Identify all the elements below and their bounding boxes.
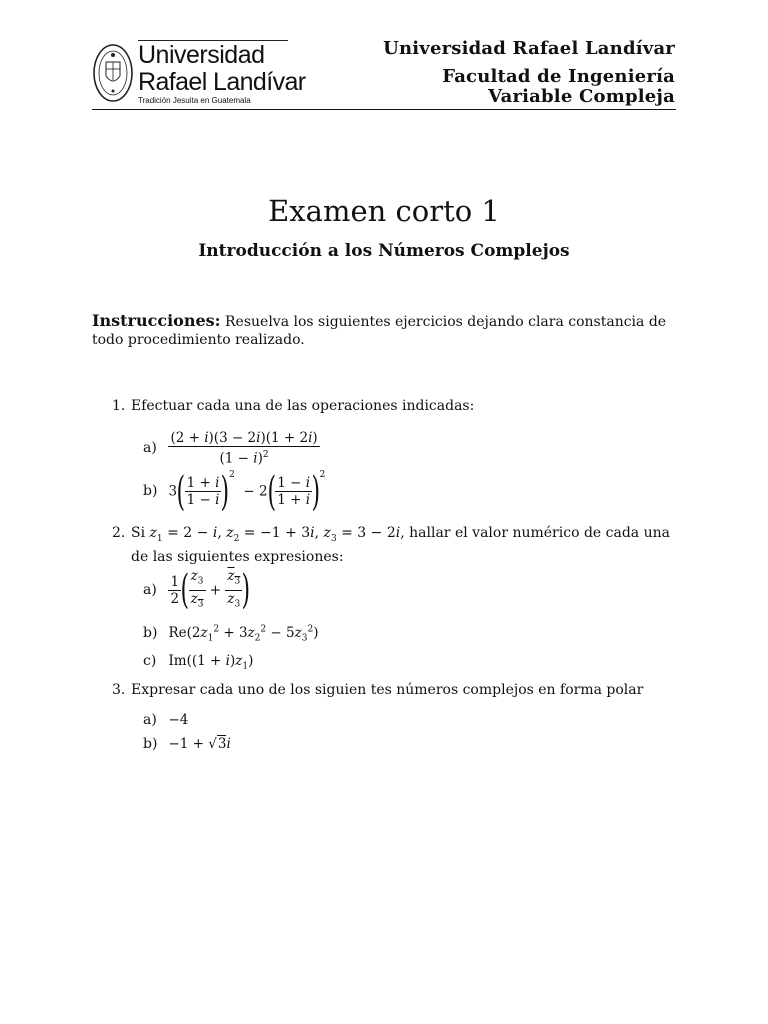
part-label: b) [143, 483, 158, 499]
problem-1b [143, 466, 326, 515]
instructions-label: Instrucciones: [92, 311, 221, 330]
header-rule [92, 109, 676, 110]
header-university: Universidad Rafael Landívar [383, 38, 675, 59]
problem-number: 1. [112, 398, 126, 414]
instructions-text: Resuelva los siguientes ejercicios dejando clara constancia de todo procedimiento realizado. [92, 314, 667, 348]
logo-name-line1: Universidad [138, 41, 265, 69]
instructions [92, 312, 676, 349]
expression-2b: $Re(2z_1^2 + 3z_2^2 - 5z_3^2)$ [168, 624, 319, 644]
problem-text: Si $z_1 = 2 - i$, $z_2 = -1 + 3i$, $z_3 = 3 - 2i$, hallar el valor numérico de cada una de las siguientes expresiones: [131, 525, 670, 565]
expression-3b: −1 + √3i [168, 736, 231, 752]
university-seal-icon [92, 42, 134, 104]
problem-1a [143, 430, 320, 467]
university-logo [92, 40, 306, 106]
problem-number: 2. [112, 525, 126, 541]
problem-2c [143, 652, 253, 676]
problem-text: Efectuar cada una de las operaciones indicadas: [131, 398, 475, 414]
logo-tagline: Tradición Jesuita en Guatemala [138, 96, 251, 105]
expression-3a: −4 [168, 712, 189, 728]
part-label: a) [143, 581, 157, 598]
logo-name-line2: Rafael Landívar [138, 68, 306, 96]
problem-3b [143, 735, 231, 753]
expression-2c: $Im((1 + i)z_1)$ [168, 653, 254, 672]
problem-2b [143, 620, 319, 647]
problem-2a [143, 568, 250, 612]
part-label: b) [143, 624, 158, 641]
exam-title: Examen corto 1 [268, 194, 500, 228]
part-label: a) [143, 440, 157, 457]
header-course: Variable Compleja [488, 86, 675, 107]
problem-number: 3. [112, 682, 126, 698]
expression-1b: 3( $\frac{1 + i}{1 - i}$ )$^2$ − 2( $\frac{1 - i}{1 + i}$ )$^2$ [168, 468, 326, 515]
problem-2-tail: , hallar el valor numérico de cada una de las siguientes expresiones: [131, 525, 670, 565]
part-label: a) [143, 712, 157, 728]
header-faculty: Facultad de Ingeniería [442, 66, 675, 87]
part-label: b) [143, 736, 158, 752]
exam-subtitle: Introducción a los Números Complejos [198, 241, 570, 261]
problem-3a [143, 711, 188, 729]
problem-text: Expresar cada uno de los siguien tes números complejos en forma polar [131, 682, 644, 698]
part-label: c) [143, 653, 157, 669]
expression-2a: $\frac{1}{2}$ ( $\frac{z_3}{z_3}$ + $\frac{z_3}{z_3}$ ) [170, 567, 251, 614]
expression-1a: $\frac{(2 + i)(3 - 2i)(1 + 2i)}{(1 - i)^2}$ [170, 430, 318, 467]
